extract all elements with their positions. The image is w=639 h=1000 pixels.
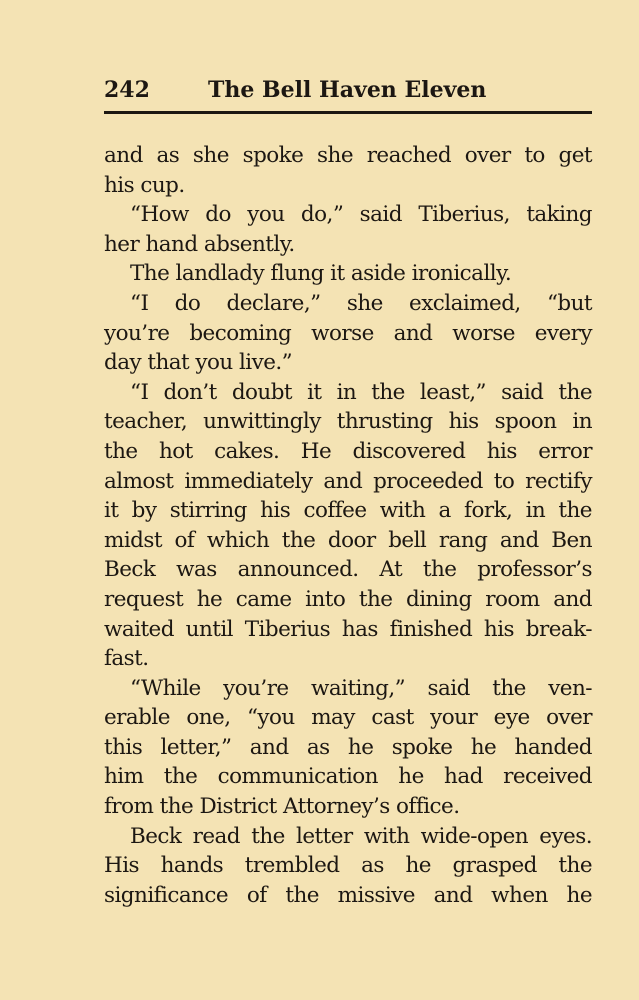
text-line: the hot cakes. He discovered his error [104,438,592,464]
text-line: almost immediately and proceeded to rectify [104,468,592,494]
text-line: Beck read the letter with wide-open eyes. [130,823,592,849]
text-line: it by stirring his coffee with a fork, in the [104,498,592,524]
text-line: fast. [104,646,149,672]
running-title: The Bell Haven Eleven [208,77,487,103]
text-line: “While you’re waiting,” said the ven- [130,675,592,701]
page-number: 242 [104,77,150,103]
text-line: his cup. [104,172,185,198]
text-line: from the District Attorney’s office. [104,794,460,820]
text-line: Beck was announced. At the professor’s [104,557,592,583]
text-line: you’re becoming worse and worse every [104,320,592,346]
text-line: him the communication he had received [104,764,592,790]
header-rule [104,111,592,114]
text-line: His hands trembled as he grasped the [104,853,592,879]
text-line: and as she spoke she reached over to get [104,143,592,168]
page-header [104,74,590,106]
body-text [104,141,592,910]
text-line: midst of which the door bell rang and Ben [104,527,592,553]
text-line: day that you live.” [104,350,293,376]
text-line: waited until Tiberius has finished his break- [104,616,592,642]
text-line: “I don’t doubt it in the least,” said the [130,379,592,405]
text-line: “How do you do,” said Tiberius, taking [130,202,592,228]
text-line: her hand absently. [104,231,295,257]
text-line: teacher, unwittingly thrusting his spoon in [104,409,592,435]
text-line: this letter,” and as he spoke he handed [104,734,592,760]
text-line: “I do declare,” she exclaimed, “but [130,290,592,316]
text-line: The landlady flung it aside ironically. [130,261,512,287]
text-line: request he came into the dining room and [104,586,592,612]
text-line: erable one, “you may cast your eye over [104,705,592,731]
text-line: significance of the missive and when he [104,882,592,908]
